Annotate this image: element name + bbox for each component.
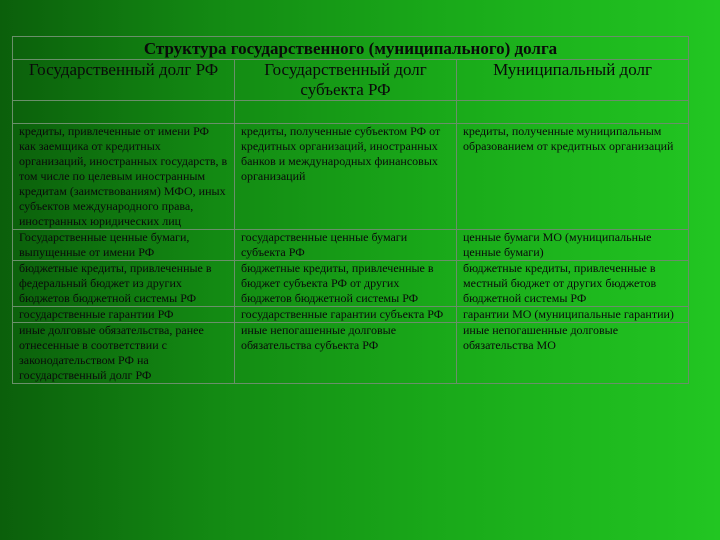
table-cell: Государственные ценные бумаги, выпущенные от имени РФ — [13, 230, 235, 261]
header-municipal-debt: Муниципальный долг — [457, 60, 689, 101]
table-cell: иные долговые обязательства, ранее отнесенные в соответствии с законодательством РФ на государственный долг РФ — [13, 323, 235, 384]
spacer-cell — [235, 101, 457, 124]
table-row — [13, 230, 689, 261]
table-cell: ценные бумаги МО (муниципальные ценные бумаги) — [457, 230, 689, 261]
table-cell: государственные гарантии РФ — [13, 307, 235, 323]
header-spacer-row — [13, 101, 689, 124]
table-row — [13, 307, 689, 323]
table-cell: бюджетные кредиты, привлеченные в местный бюджет от других бюджетов бюджетной системы РФ — [457, 261, 689, 307]
header-regional-debt: Государственный долг субъекта РФ — [235, 60, 457, 101]
table-cell: иные непогашенные долговые обязательства субъекта РФ — [235, 323, 457, 384]
spacer-cell — [13, 101, 235, 124]
table-cell: бюджетные кредиты, привлеченные в бюджет субъекта РФ от других бюджетов бюджетной системы РФ — [235, 261, 457, 307]
table-cell: кредиты, полученные муниципальным образованием от кредитных организаций — [457, 124, 689, 230]
table-cell: государственные ценные бумаги субъекта РФ — [235, 230, 457, 261]
table-cell: кредиты, полученные субъектом РФ от кредитных организаций, иностранных банков и международных финансовых организаций — [235, 124, 457, 230]
table-header-row — [13, 60, 689, 101]
table-cell: кредиты, привлеченные от имени РФ как заемщика от кредитных организаций, иностранных государств, в том числе по целевым иностранным кредитам (заимствованиям) МФО, иных субъектов международного права, иностранных юридических лиц — [13, 124, 235, 230]
header-federal-debt: Государственный долг РФ — [13, 60, 235, 101]
table-cell: бюджетные кредиты, привлеченные в федеральный бюджет из других бюджетов бюджетной системы РФ — [13, 261, 235, 307]
table-row — [13, 323, 689, 384]
table-title-row — [13, 37, 689, 60]
spacer-cell — [457, 101, 689, 124]
table-cell: иные непогашенные долговые обязательства МО — [457, 323, 689, 384]
table-title: Структура государственного (муниципального) долга — [13, 37, 689, 60]
table-row — [13, 261, 689, 307]
table-cell: государственные гарантии субъекта РФ — [235, 307, 457, 323]
debt-structure-table — [12, 36, 689, 384]
table-cell: гарантии МО (муниципальные гарантии) — [457, 307, 689, 323]
table-row — [13, 124, 689, 230]
